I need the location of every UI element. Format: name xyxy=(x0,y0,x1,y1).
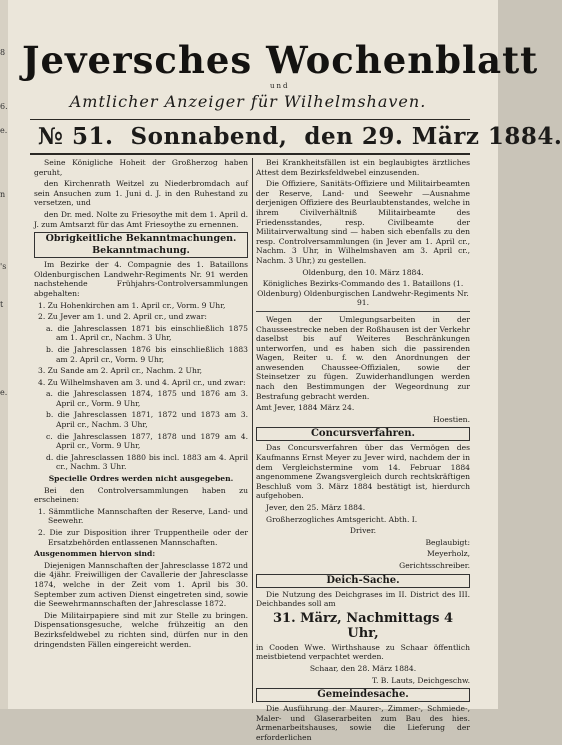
edge-mark: e. xyxy=(0,126,8,135)
edge-mark: t xyxy=(0,300,4,309)
officers-text: Die Offiziere, Sanitäts-Offiziere und Militairbeamten der Reserve, Land- und Seewehr —Ausnahme derjenigen Offiziere des Beurlaubtenstandes, welche in ihrem Civilverhältniß Militairbeamte des Friedensstandes, resp. Civilbeamte der Militairverwaltung sind — haben sich ebenfalls zu den resp. Controlversammlungen (in Jever am 1. April cr., Nachm. 3 Uhr, in Wilhelmshaven am 3. April cr., Nachm. 3 Uhr,) zu gestellen. xyxy=(256,179,470,265)
section-heading-official xyxy=(34,232,248,258)
section-heading-concurs: Concursverfahren. xyxy=(256,427,470,441)
list-item: b. die Jahresclassen 1871, 1872 und 1873 am 3. April cr., Nachm. 3 Uhr, xyxy=(46,410,248,430)
sick-note-text: Bei Krankheitsfällen ist ein beglaubigtes ärztliches Attest dem Bezirksfeldwebel einzusenden. xyxy=(256,158,470,177)
list-item: a. die Jahresclassen 1874, 1875 und 1876 am 3. April cr., Vorm. 9 Uhr, xyxy=(46,389,248,408)
masthead-title: Jeversches Wochenblatt xyxy=(22,38,539,82)
intro-para: den Kirchenrath Weitzel zu Niederbromdach auf sein Ansuchen zum 1. Juni d. J. in den Ruhestand zu versetzen, und xyxy=(34,179,248,208)
heading-text: Obrigkeitliche Bekanntmachungen. xyxy=(45,233,237,245)
jever-sublist xyxy=(34,324,248,364)
newspaper-page xyxy=(8,0,562,742)
amt-signature: Hoestien. xyxy=(433,414,470,424)
tail-text: Die Militairpapiere sind mit zur Stelle zu bringen. Dispensationsgesuche, welche frühzeitig an den Bezirksfeldwebel zu richten sind, dürfen nur in den dringendsten Fällen eingereicht werden. xyxy=(34,610,248,649)
header-rule-bottom xyxy=(30,153,470,155)
issue-line xyxy=(38,123,562,150)
edge-mark: 6. xyxy=(0,102,8,111)
issue-day: Sonnabend, xyxy=(130,123,288,150)
separator xyxy=(256,311,470,312)
issue-number: № 51. xyxy=(38,123,114,150)
erscheinen-text: Bei den Controlversammlungen haben zu erscheinen: xyxy=(34,485,248,505)
deich-date: Schaar, den 28. März 1884. xyxy=(309,663,417,673)
intro-para: den Dr. med. Nolte zu Friesoythe mit dem 1. April d. J. zum Amtsarzt für das Amt Friesoythe zu ernennen. xyxy=(34,209,248,229)
beglaubigt-label: Beglaubigt: xyxy=(425,537,470,547)
list-item: 4. Zu Wilhelmshaven am 3. und 4. April cr., und zwar: xyxy=(38,377,246,387)
whv-sublist xyxy=(34,389,248,472)
masthead-und: und xyxy=(270,82,290,90)
list-item: 3. Zu Sande am 2. April cr., Nachm. 2 Uhr, xyxy=(38,366,203,376)
list-item: 1. Zu Hohenkirchen am 1. April cr., Vorm. 9 Uhr, xyxy=(38,300,226,310)
court-name: Großherzogliches Amtsgericht. Abth. I. xyxy=(266,514,418,524)
special-orders: Specielle Ordres werden nicht ausgegeben. xyxy=(48,474,234,484)
edge-mark: n xyxy=(0,190,6,199)
section-heading-gemeinde: Gemeindesache. xyxy=(256,688,470,702)
concurs-text: Das Concursverfahren über das Vermögen des Kaufmanns Ernst Meyer zu Jever wird, nachdem der in dem Vergleichstermine vom 14. Februar 1884 angenommene Zwangsvergleich durch rechtskräftigen Beschluß vom 3. März 1884 bestätigt ist, hierdurch aufgehoben. xyxy=(256,443,470,501)
deich-signature: T. B. Lauts, Deichgeschw. xyxy=(372,675,470,685)
gemeinde-text: Die Ausführung der Maurer-, Zimmer-, Schmiede-, Maler- und Glaserarbeiten zum Bau des hies. Armenarbeitshauses, sowie die Lieferung der erforderlichen xyxy=(256,704,470,742)
header-rule-top xyxy=(30,119,470,120)
edge-mark: 8 xyxy=(0,48,6,57)
announcement-body: Im Bezirke der 4. Compagnie des 1. Bataillons Oldenburgischen Landwehr-Regiments Nr. 91 werden nachstehende Frühjahrs-Controlversammlungen abgehalten: xyxy=(34,260,248,298)
adjacent-page-edge xyxy=(0,0,8,709)
amt-dateline: Amt Jever, 1884 März 24. xyxy=(256,403,355,413)
commando-signer: Königliches Bezirks-Commando des 1. Bataillons (1. Oldenburg) Oldenburgischen Landwehr-Regiments Nr. 91. xyxy=(257,279,469,308)
deich-highlight: 31. März, Nachmittags 4 Uhr, xyxy=(272,610,454,641)
court-signature: Driver. xyxy=(349,526,377,536)
subheading-text: Bekanntmachung. xyxy=(92,245,190,257)
places-list xyxy=(34,301,248,473)
dateline: Oldenburg, den 10. März 1884. xyxy=(302,267,424,277)
beglaubigt-name: Meyerholz, xyxy=(427,549,470,559)
ausgenommen-text: Diejenigen Mannschaften der Jahresclasse 1872 und die 4jähr. Freiwilligen der Cavallerie der Jahresclasse 1874, welche in der Zeit vom 1. April bis 30. September zum activen Dienst eingetreten sind, sowie die Seewehrmannschaften der Jahresclasse 1872. xyxy=(34,560,248,609)
list-item: b. die Jahresclassen 1876 bis einschließlich 1883 am 2. April cr., Vorm. 9 Uhr, xyxy=(46,344,248,364)
erscheinen-list xyxy=(34,507,248,547)
edge-mark: 's xyxy=(0,262,7,271)
issue-date: den 29. März 1884. xyxy=(304,123,562,150)
chaussee-text: Wegen der Umlegungsarbeiten in der Chausseestrecke neben der Roßhausen ist der Verkehr daselbst bis auf Weiteres Beschränkungen unterworfen, und es haben sich die passirenden Wagen, Reiter u. f. w. den Anordnungen der anwesenden Chaussee-Offizialen, sowie der Steinsetzer zu fügen. Zuwiderhandlungen werden nach den Bestimmungen der Wegeordnung zur Bestrafung gebracht werden. xyxy=(256,314,470,401)
deich-text: Die Nutzung des Deichgrases im II. District des III. Deichbandes soll am xyxy=(256,589,470,609)
list-item: 2. Die zur Disposition ihrer Truppentheile oder der Ersatzbehörden entlassenen Mannschaften. xyxy=(38,528,248,547)
column-divider xyxy=(252,158,253,703)
list-item: c. die Jahresclassen 1877, 1878 und 1879 am 4. April cr., Vorm. 9 Uhr, xyxy=(46,431,248,451)
list-item: d. die Jahresclassen 1880 bis incl. 1883 am 4. April cr., Nachm. 3 Uhr. xyxy=(46,452,248,472)
ausgenommen-label: Ausgenommen hiervon sind: xyxy=(34,549,156,559)
deich-text-2: in Cooden Wwe. Wirthshause zu Schaar öffentlich meistbietend verpachtet werden. xyxy=(256,642,470,662)
list-item: 1. Sämmtliche Mannschaften der Reserve, Land- und Seewehr. xyxy=(38,506,248,526)
left-column xyxy=(34,158,248,651)
masthead-subtitle: Amtlicher Anzeiger für Wilhelmshaven. xyxy=(69,92,427,111)
edge-mark: e. xyxy=(0,388,8,397)
list-item: a. die Jahresclassen 1871 bis einschließlich 1875 am 1. April cr., Nachm. 3 Uhr, xyxy=(46,323,248,343)
section-heading-deich: Deich-Sache. xyxy=(256,574,470,588)
concurs-date: Jever, den 25. März 1884. xyxy=(266,503,366,512)
list-item: 2. Zu Jever am 1. und 2. April cr., und zwar: xyxy=(38,312,207,322)
right-column xyxy=(256,158,470,745)
beglaubigt-role: Gerichtsschreiber. xyxy=(399,560,470,570)
intro-para: Seine Königliche Hoheit der Großherzog haben geruht, xyxy=(34,158,248,177)
